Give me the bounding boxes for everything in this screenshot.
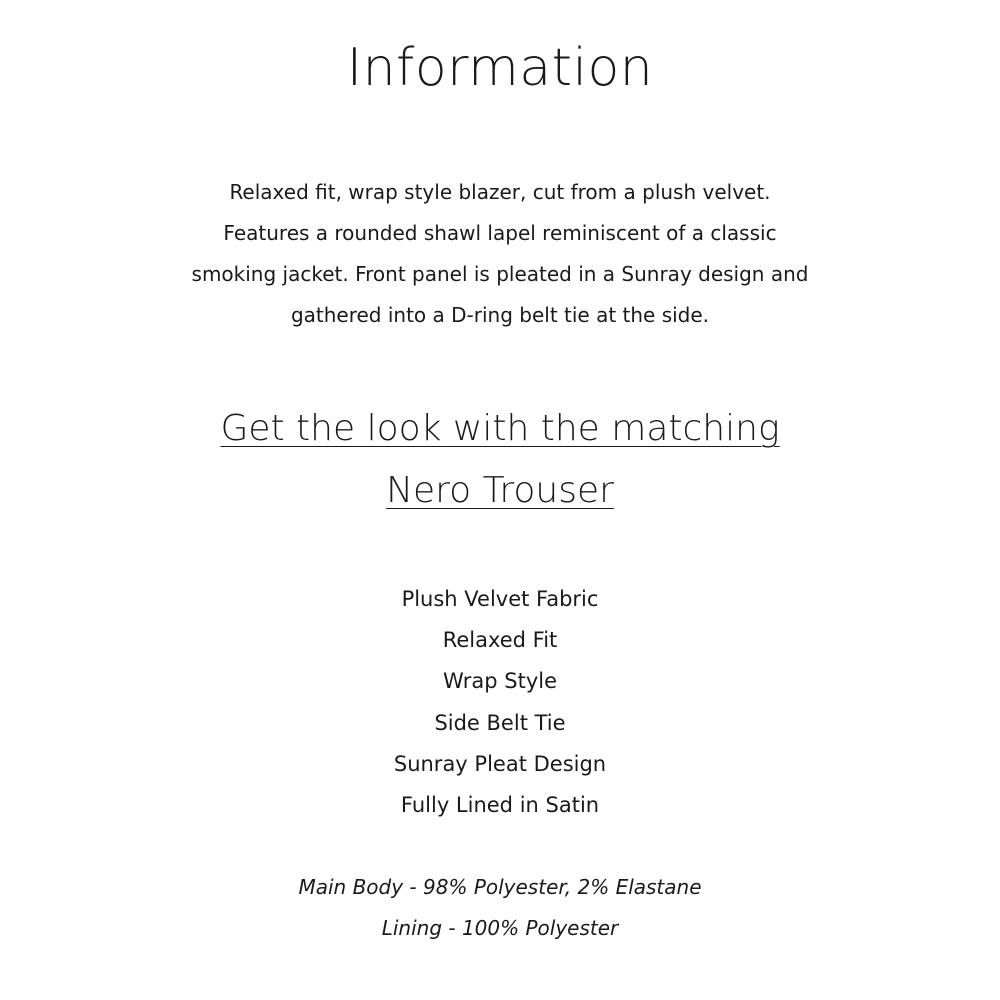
- fabric-composition: [200, 867, 800, 949]
- feature-list: [250, 579, 750, 826]
- composition-lining: Lining - 100% Polyester: [381, 916, 619, 940]
- promo-link-text[interactable]: Get the look with the matching: [220, 408, 780, 449]
- feature-item: Plush Velvet Fabric: [401, 587, 599, 611]
- description-line: smoking jacket. Front panel is pleated in a Sunray design and: [191, 262, 809, 286]
- description-line: Relaxed fit, wrap style blazer, cut from a plush velvet.: [229, 180, 771, 204]
- promo-link-line[interactable]: [100, 398, 900, 460]
- description-line: Features a rounded shawl lapel reminiscent of a classic: [223, 221, 777, 245]
- feature-item: Wrap Style: [442, 669, 558, 694]
- matching-trouser-link[interactable]: [100, 398, 900, 522]
- promo-link-text[interactable]: Nero Trouser: [386, 470, 614, 511]
- promo-link-line[interactable]: [100, 460, 900, 522]
- description-line: gathered into a D-ring belt tie at the side.: [290, 303, 710, 327]
- product-description: [160, 172, 840, 336]
- feature-item: Side Belt Tie: [434, 710, 566, 735]
- section-title: Information: [346, 38, 654, 98]
- feature-item: Relaxed Fit: [442, 628, 558, 653]
- feature-item: Sunray Pleat Design: [393, 751, 607, 776]
- composition-main-body: Main Body - 98% Polyester, 2% Elastane: [298, 875, 702, 899]
- feature-item: Fully Lined in Satin: [400, 793, 600, 818]
